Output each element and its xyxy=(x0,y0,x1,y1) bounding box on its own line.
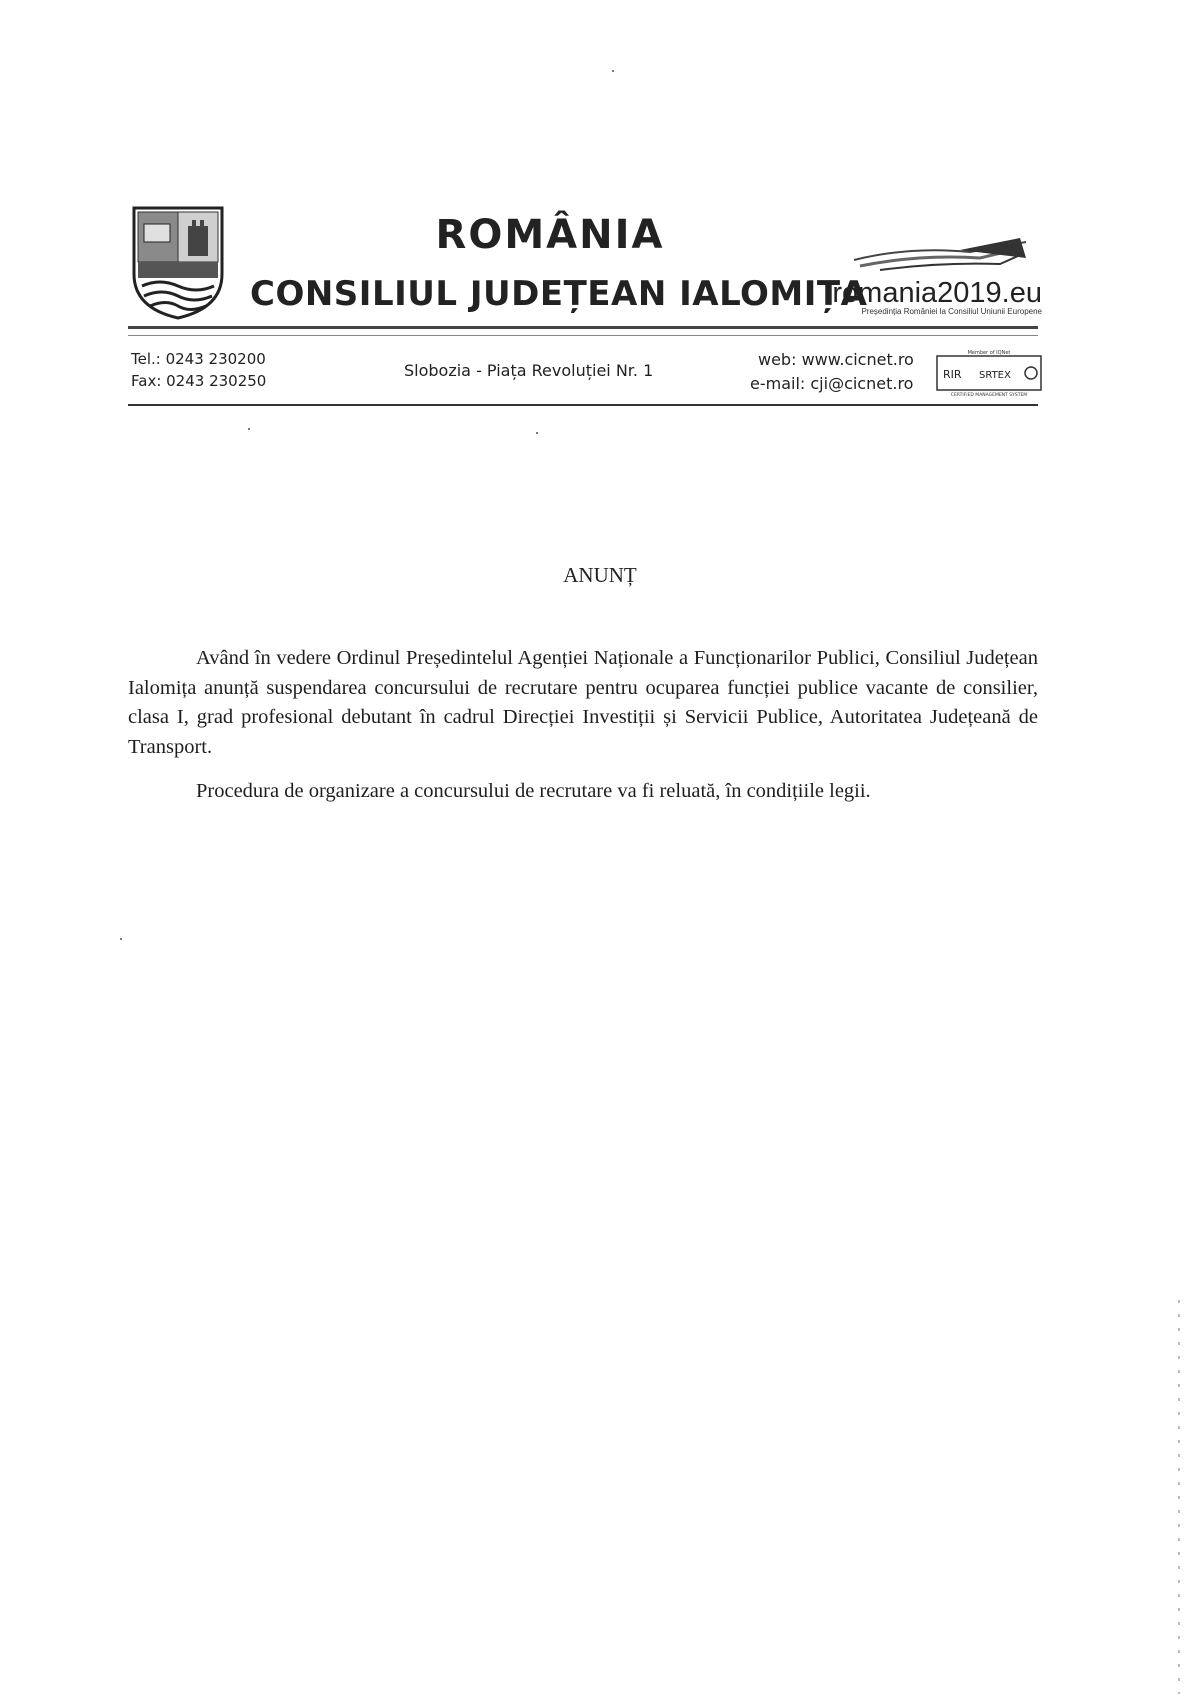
country-title: ROMÂNIA xyxy=(435,212,665,258)
romania2019-logo-text: romania2019.eu xyxy=(832,277,1042,309)
cert-bottom-text: CERTIFIED MANAGEMENT SYSTEM xyxy=(950,393,1028,398)
announcement-paragraph-2: Procedura de organizare a concursului de recrutare va fi reluată, în condițiile legii. xyxy=(196,780,871,802)
website-link[interactable]: web: www.cicnet.ro xyxy=(758,350,914,369)
scan-speck xyxy=(248,428,250,430)
cert-right-text: SRTEX xyxy=(979,370,1011,381)
scan-speck xyxy=(536,432,538,434)
cert-left-text: RIR xyxy=(943,368,962,381)
certification-badge-icon xyxy=(935,348,1043,400)
email-link[interactable]: e-mail: cji@cicnet.ro xyxy=(750,374,914,393)
romania2019-logo-subtitle: Președinția României la Consiliul Uniunii Europene xyxy=(861,307,1042,316)
county-coat-of-arms xyxy=(130,204,226,322)
header-divider-top xyxy=(128,326,1038,336)
scan-edge-marks xyxy=(1178,1300,1180,1694)
romania2019-swoosh-icon xyxy=(850,236,1030,276)
document-heading: ANUNȚ xyxy=(563,563,637,587)
header-divider-bottom xyxy=(128,404,1038,406)
postal-address: Slobozia - Piața Revoluției Nr. 1 xyxy=(404,361,654,380)
announcement-paragraph-1: Având în vedere Ordinul Președintelul Agenției Naționale a Funcționarilor Publici, Consiliul Județean Ialomița anunță suspendarea concursului de recrutare pentru ocuparea funcției publice vacante de consilier, clasa I, grad profesional debutant în cadrul Direcției Investiții și Servicii Publice, Autoritatea Județeană de Transport. xyxy=(128,647,1038,758)
institution-title: CONSILIUL JUDEȚEAN IALOMIȚA xyxy=(250,274,868,314)
scan-speck xyxy=(120,938,122,940)
scan-speck xyxy=(612,70,614,72)
telephone-number: Tel.: 0243 230200 xyxy=(131,350,266,368)
cert-top-text: Member of IQNet xyxy=(967,350,1011,356)
fax-number: Fax: 0243 230250 xyxy=(131,372,267,390)
